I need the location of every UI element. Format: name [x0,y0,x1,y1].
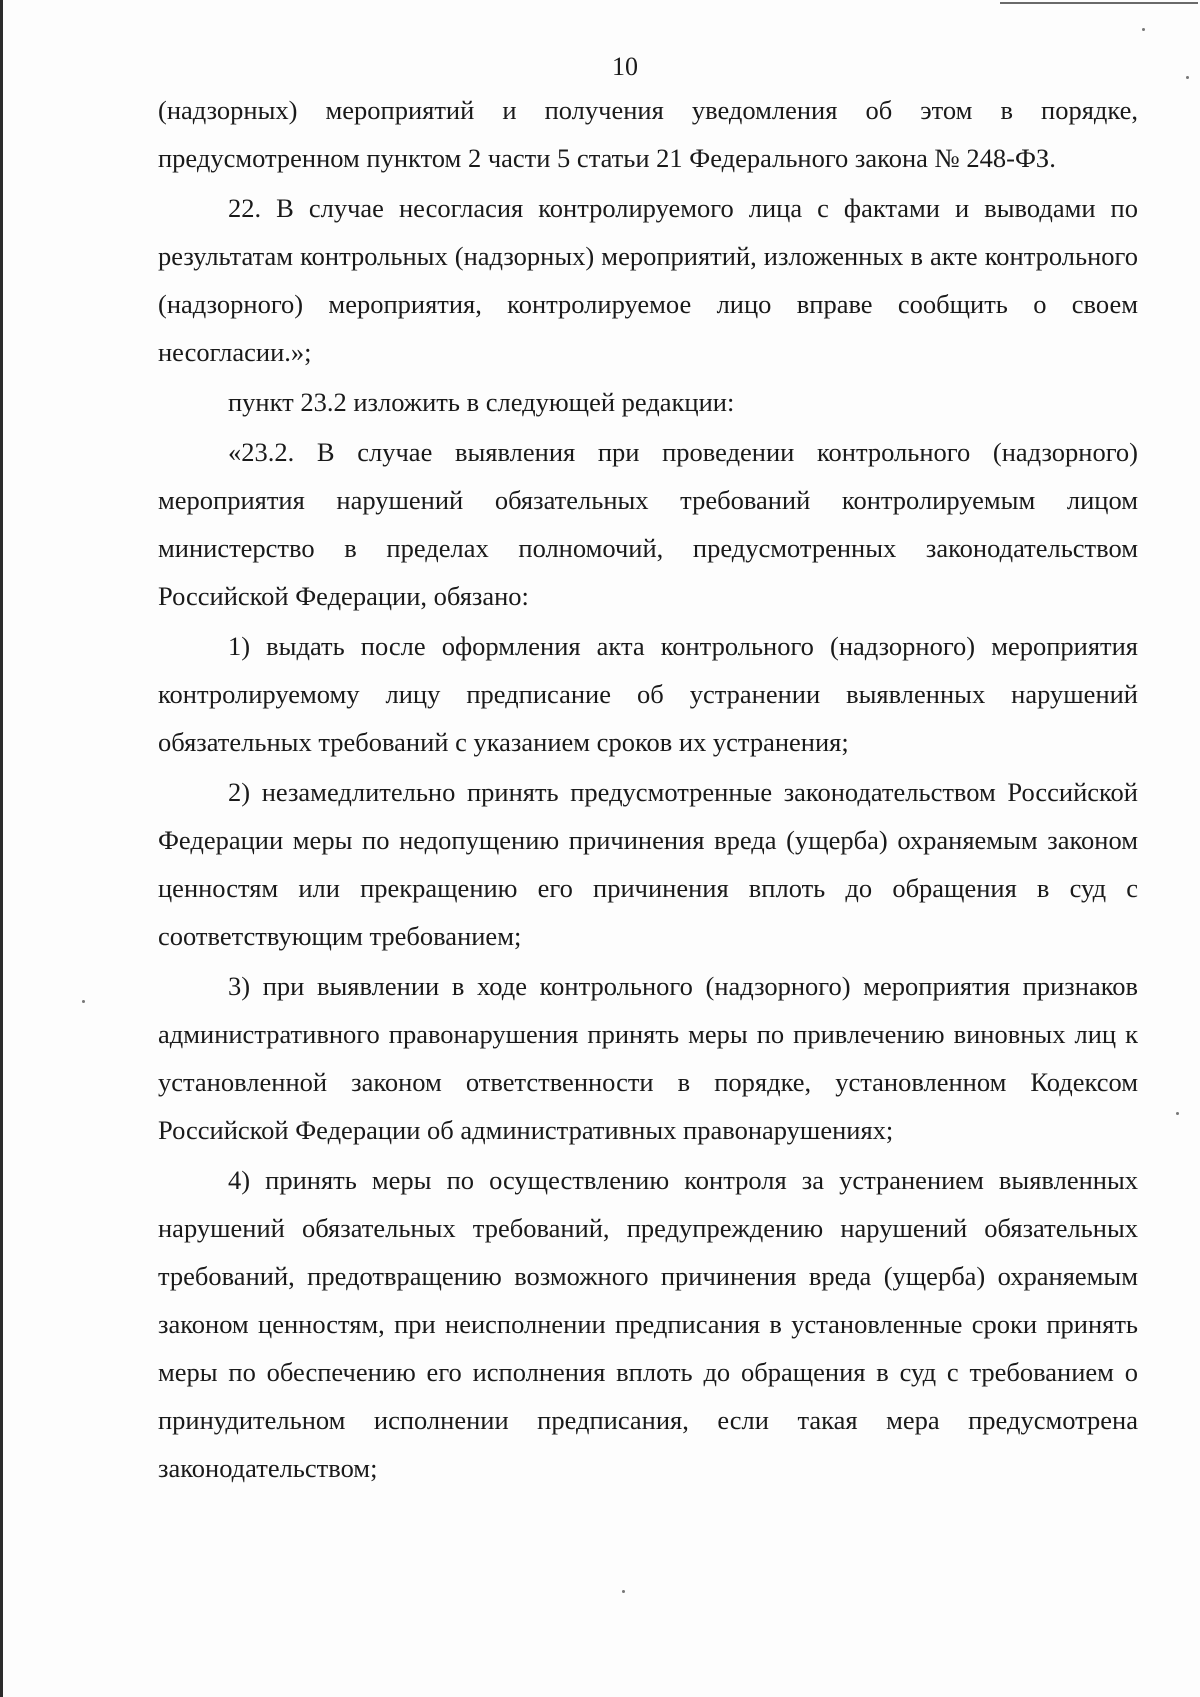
paragraph-continuation: (надзорных) мероприятий и получения уведомления об этом в порядке, предусмотренном пунктом 2 части 5 статьи 21 Федерального закона № 248-ФЗ. [158,95,1138,173]
scan-speck [622,1590,625,1593]
list-item-4: 4) принять меры по осуществлению контроля за устранением выявленных нарушений обязательных требований, предупреждению нарушений обязательных требований, предотвращению возможного причинения вреда (ущерба) охраняемым законом ценностям, при неисполнении предписания в установленные сроки принять меры по обеспечению его исполнения вплоть до обращения в суд с требованием о принудительном исполнении предписания, если такая мера предусмотрена законодательством; [158,1165,1138,1483]
document-body [158,86,1138,1492]
page-number: 10 [612,52,638,81]
list-item-2: 2) незамедлительно принять предусмотренные законодательством Российской Федерации меры по недопущению причинения вреда (ущерба) охраняемым законом ценностям или прекращению его причинения вплоть до обращения в суд с соответствующим требованием; [158,777,1138,951]
scan-speck [82,1000,85,1003]
scan-speck [1142,28,1145,31]
scan-top-rule [1000,2,1198,4]
list-item-1: 1) выдать после оформления акта контрольного (надзорного) мероприятия контролируемому лицу предписание об устранении выявленных нарушений обязательных требований с указанием сроков их устранения; [158,631,1138,757]
paragraph-item-23-2: «23.2. В случае выявления при проведении контрольного (надзорного) мероприятия нарушений обязательных требований контролируемым лицом министерство в пределах полномочий, предусмотренных законодательством Российской Федерации, обязано: [158,437,1138,611]
paragraph-item-22: 22. В случае несогласия контролируемого лица с фактами и выводами по результатам контрольных (надзорных) мероприятий, изложенных в акте контрольного (надзорного) мероприятия, контролируемое лицо вправе сообщить о своем несогласии.»; [158,193,1138,367]
scan-binding-edge [0,0,3,1697]
list-item-3: 3) при выявлении в ходе контрольного (надзорного) мероприятия признаков административного правонарушения принять меры по привлечению виновных лиц к установленной законом ответственности в порядке, установленном Кодексом Российской Федерации об административных правонарушениях; [158,971,1138,1145]
scan-speck [1176,1112,1179,1115]
paragraph-amendment-intro: пункт 23.2 изложить в следующей редакции: [228,387,735,417]
